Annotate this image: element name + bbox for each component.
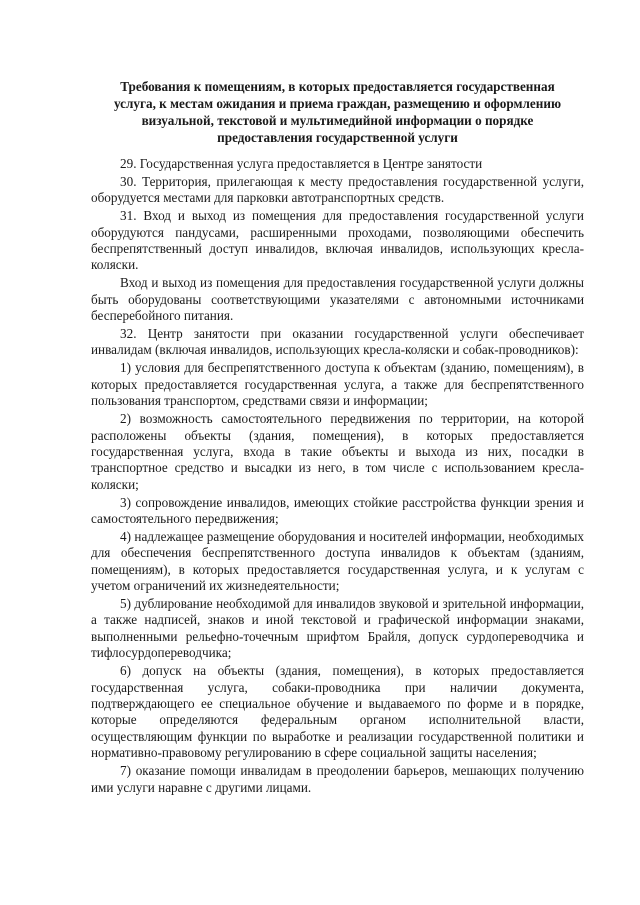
paragraph-29: 29. Государственная услуга предоставляется в Центре занятости: [120, 156, 483, 171]
section-title-line: предоставления государственной услуги: [217, 130, 458, 145]
section-title: [91, 78, 584, 146]
section-title-line: услуга, к местам ожидания и приема граждан, размещению и оформлению: [113, 96, 562, 111]
list-item-4: 4) надлежащее размещение оборудования и носителей информации, необходимых для обеспечения беспрепятственного доступа инвалидов к объектам (зданиям, помещениям), в которых предоставляется государственная услуга, и к услугам с учетом ограничений их жизнедеятельности;: [91, 528, 584, 594]
list-item-5: 5) дублирование необходимой для инвалидов звуковой и зрительной информации, а также надписей, знаков и иной текстовой и графической информации знаками, выполненными рельефно-точечным шрифтом Брайля, допуск сурдопереводчика и тифлосурдопереводчика;: [91, 596, 584, 661]
paragraph-30: 30. Территория, прилегающая к месту предоставления государственной услуги, оборудуется местами для парковки автотранспортных средств.: [91, 173, 584, 206]
list-item-7: 7) оказание помощи инвалидам в преодолении барьеров, мешающих получению ими услуги наравне с другими лицами.: [91, 763, 584, 795]
section-title-line: Требования к помещениям, в которых предоставляется государственная: [120, 79, 555, 94]
list-item-2: 2) возможность самостоятельного передвижения по территории, на которой расположены объекты (здания, помещения), в которых предоставляется государственная услуга, входа в такие объекты и выхода из них, посадки в транспортное средство и высадки из него, в том числе с использованием кресла-коляски;: [91, 411, 584, 492]
paragraph-31: 31. Вход и выход из помещения для предоставления государственной услуги оборудуются пандусами, расширенными проходами, позволяющими обеспечить беспрепятственный доступ инвалидов, включая инвалидов, использующих кресла-коляски.: [91, 208, 584, 273]
document-page: [91, 78, 584, 797]
paragraph-31-signage: Вход и выход из помещения для предоставления государственной услуги должны быть оборудованы соответствующими указателями с автономными источниками бесперебойного питания.: [91, 275, 584, 324]
list-item-6: 6) допуск на объекты (здания, помещения), в которых предоставляется государственная услуга, собаки-проводника при наличии документа, подтверждающего ее специальное обучение и выдаваемого по форме и в порядке, которые определяются федеральным органом исполнительной власти, осуществляющим функции по выработке и реализации государственной политики и нормативно-правовому регулированию в сфере социальной защиты населения;: [91, 663, 584, 761]
list-item-3: 3) сопровождение инвалидов, имеющих стойкие расстройства функции зрения и самостоятельного передвижения;: [91, 494, 584, 527]
paragraph-32: 32. Центр занятости при оказании государственной услуги обеспечивает инвалидам (включая инвалидов, использующих кресла-коляски и собак-проводников):: [91, 326, 584, 358]
section-title-line: визуальной, текстовой и мультимедийной информации о порядке: [141, 113, 534, 128]
list-item-1: 1) условия для беспрепятственного доступа к объектам (зданию, помещениям), в которых предоставляется государственная услуга, а также для беспрепятственного пользования транспортом, средствами связи и информации;: [91, 360, 584, 409]
